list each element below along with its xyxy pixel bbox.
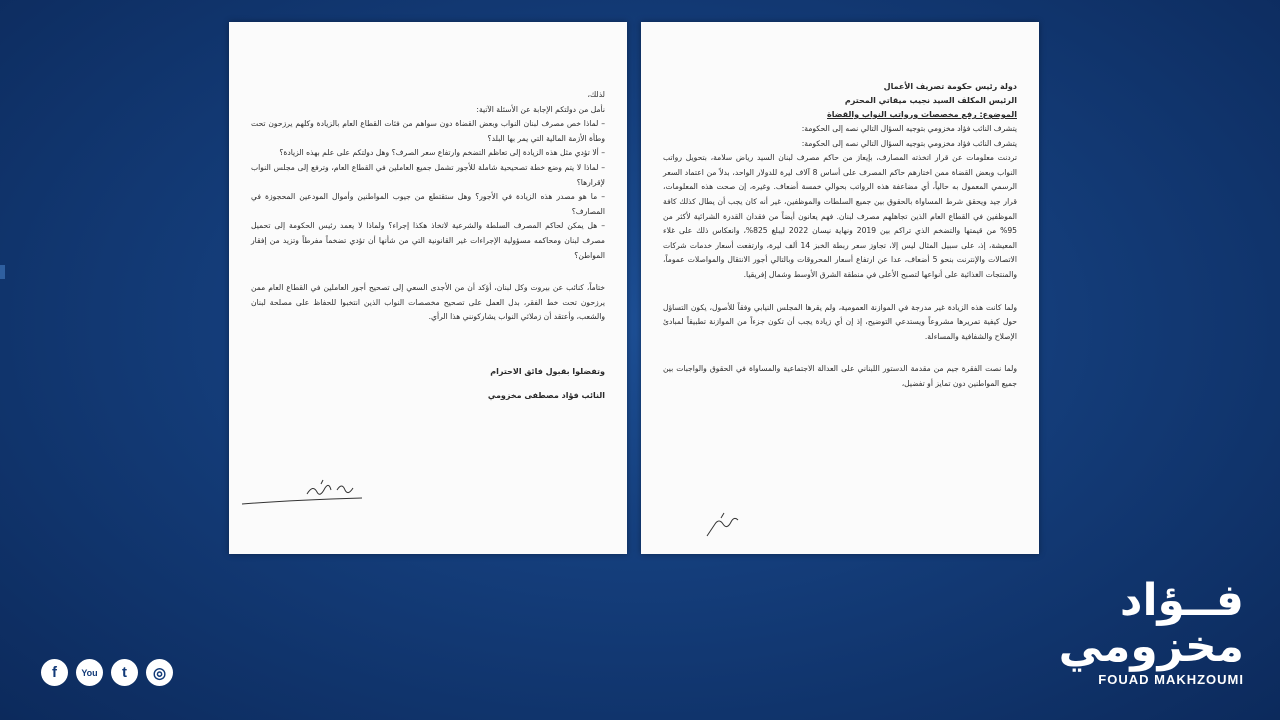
letter-page-2 <box>229 22 627 554</box>
logo-arabic-last-name: مخزومي <box>1058 621 1244 672</box>
question-5: – هل يمكن لحاكم المصرف السلطة والشرعية لاتخاذ هكذا إجراء؟ ولماذا لا يعمد رئيس الحكومة إلى تحميل مصرف لبنان ومحاكمه مسؤولية الإجراءات غير القانونية التي من شأنها أن تؤدي تضخماً مفرطاً وتزيد من إفقار المواطن؟ <box>251 221 605 260</box>
body-paragraph-2: ولما كانت هذه الزيادة غير مدرجة في الموازنة العمومية، ولم يقرها المجلس النيابي وفقاً للأصول، يكون التساؤل حول كيفية تمريرها مشروعاً ويستدعي التوضيح، إذ إن أي زيادة يجب أن تكون جزءاً من الموازنة تطبيقاً لمبادئ الإصلاح والشفافية والمساءلة. <box>663 302 1017 341</box>
question-1: – لماذا خص مصرف لبنان النواب وبعض القضاة دون سواهم من فئات القطاع العام بالزيادة وكلهم يرزحون تحت وطأة الأزمة المالية التي يمر بها البلد؟ <box>251 119 605 143</box>
makhzoumi-logo <box>1058 575 1244 690</box>
question-4: – ما هو مصدر هذه الزيادة في الأجور؟ وهل ستقتطع من جيوب المواطنين وأموال المودعين المحجوزة في المصارف؟ <box>251 192 605 216</box>
header-pm-designate: الرئيس المكلف السيد نجيب ميقاتي المحترم <box>844 96 1017 105</box>
youtube-icon[interactable]: You <box>76 659 103 686</box>
edge-decoration <box>0 265 5 279</box>
initials-signature <box>701 502 751 542</box>
logo-arabic-first-name: فــؤاد <box>1119 575 1244 626</box>
header-addressee: دولة رئيس حكومة تصريف الأعمال <box>883 82 1017 91</box>
letter-page-1 <box>641 22 1039 554</box>
lead-therefore: لذلك، <box>587 90 605 99</box>
intro-line: يتشرف النائب فؤاد مخزومي بتوجيه السؤال التالي نصه إلى الحكومة: <box>801 138 1017 148</box>
body-paragraph-3: ولما نصت الفقرة جيم من مقدمة الدستور اللبناني على العدالة الاجتماعية والمساواة في الحقوق والواجبات بين جميع المواطنين دون تمايز أو تفضيل، <box>663 364 1017 388</box>
facebook-icon[interactable]: f <box>41 659 68 686</box>
body-paragraph-1: تردنت معلومات عن قرار اتخذته المصارف، بإيعاز من حاكم مصرف لبنان السيد رياض سلامة، بتحويل رواتب النواب وبعض القضاة ممن اختارهم حاكم المصرف على أساس 8 آلاف ليرة للدولار الواحد، بدلاً من اعتماد السعر الرسمي المعمول به حالياً، أي مضاعفة هذه الرواتب بحوالي خمسة أضعاف. وغيره، إن صحت هذه المعلومات، قرار جيد ويحقق شرط المساواة بالحقوق بين جميع السلطات والموظفين، غير أنه كان يجب أن يطال كذلك كافة الموظفين في القطاع العام الذين تجاهلهم مصرف لبنان. فهم يعانون أيضاً من فقدان القدرة الشرائية لأكثر من 95% من قيمتها والتضخم الذي تراكم بين 2019 ونهاية نيسان 2022 ليبلغ 825%، وانعكاس ذلك على غلاء المعيشة، إذ، على سبيل المثال ليس إلا، تجاوز سعر ربطة الخبز 14 ألف ليرة، وارتفعت أسعار خدمات شركات الاتصالات والإنترنت بنحو 5 أضعاف، عدا عن ارتفاع أسعار المحروقات وبالتالي أجور الانتقال والمواصلات عموماً، والمنتجات الغذائية على أنواعها لتصبح الأعلى في منطقة الشرق الأوسط وشمال إفريقيا. <box>663 153 1018 279</box>
logo-english-name: FOUAD MAKHZOUMI <box>1098 672 1244 687</box>
twitter-icon[interactable]: t <box>111 659 138 686</box>
lead-questions: نأمل من دولتكم الإجابة عن الأسئلة الآتية: <box>476 104 605 114</box>
intro-line: يتشرف النائب فؤاد مخزومي بتوجيه السؤال التالي نصه إلى الحكومة: <box>801 124 1017 133</box>
question-3: – لماذا لا يتم وضع خطة تصحيحية شاملة للأجور تشمل جميع العاملين في القطاع العام، وترفع إلى مجلس النواب لإقرارها؟ <box>251 162 605 187</box>
signoff-regards: وتفضلوا بقبول فائق الاحترام <box>490 366 605 376</box>
signoff-name: النائب فؤاد مصطفى مخزومي <box>487 390 605 400</box>
question-2: – ألا تؤدي مثل هذه الزيادة إلى تعاظم التضخم وارتفاع سعر الصرف؟ وهل دولتكم على علم بهذه الزيادة؟ <box>279 148 605 158</box>
signature <box>237 474 377 510</box>
closing-paragraph: ختاماً، كنائب عن بيروت وكل لبنان، أؤكد أن من الأجدى السعي إلى تصحيح أجور العاملين في القطاع العام ممن يرزحون تحت خط الفقر، بدل العمل على تصحيح مخصصات النواب الذين انتخبوا للحفاظ على مصلحة لبنان والشعب، وأعتقد أن زملائي النواب يشاركونني هذا الرأي. <box>251 283 605 322</box>
header-subject: الموضوع: رفع مخصصات ورواتب النواب والقضاة <box>827 110 1017 119</box>
instagram-icon[interactable]: ◎ <box>146 659 173 686</box>
